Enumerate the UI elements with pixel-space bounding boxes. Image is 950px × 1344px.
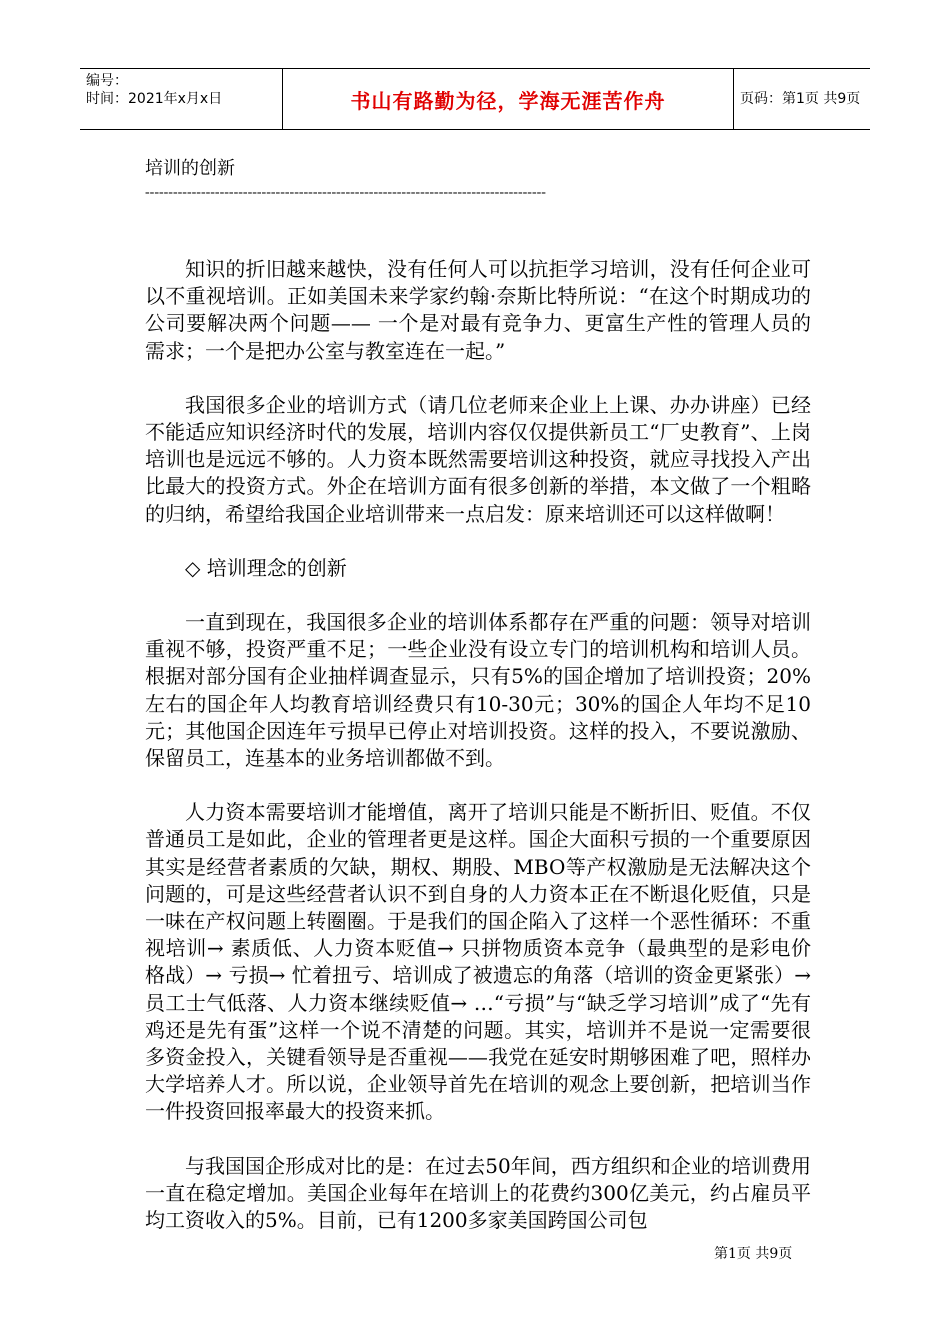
header-motto-cell [282, 69, 734, 129]
section-heading: ◇ 培训理念的创新 [185, 555, 347, 580]
body-paragraph: 与我国国企形成对比的是：在过去50年间，西方组织和企业的培训费用一直在稳定增加。美国企业每年在培训上的花费约300亿美元，约占雇员平均工资收入的5%。目前，已有1200多家美国跨国公司包 [145, 1153, 811, 1233]
body-paragraph: 知识的折旧越来越快，没有任何人可以抗拒学习培训，没有任何企业可以不重视培训。正如美国未来学家约翰·奈斯比特所说：“在这个时期成功的公司要解决两个问题—— 一个是对最有竞争力、更富生产性的管理人员的需求；一个是把办公室与教室连在一起。” [145, 257, 811, 363]
document-title: 培训的创新 [145, 158, 235, 179]
page-footer-number: 第1页 共9页 [714, 1246, 793, 1262]
header-page-cell [734, 69, 870, 129]
body-paragraph: 我国很多企业的培训方式（请几位老师来企业上上课、办办讲座）已经不能适应知识经济时代的发展，培训内容仅仅提供新员工“厂史教育”、上岗培训也是远远不够的。人力资本既然需要培训这种投资，就应寻找投入产出比最大的投资方式。外企在培训方面有很多创新的举措，本文做了一个粗略的归纳，希望给我国企业培训带来一点启发：原来培训还可以这样做啊！ [145, 392, 811, 526]
document-body [145, 256, 811, 1261]
title-divider: -------------------------------------------------------------------------------------- [145, 185, 546, 200]
document-number-label: 编号： [86, 73, 128, 89]
header-info-cell [80, 69, 282, 129]
page-header [80, 68, 870, 130]
document-time-label: 时间：2021年x月x日 [86, 91, 223, 107]
header-page-number: 页码：第1页 共9页 [740, 91, 861, 107]
body-paragraph: 人力资本需要培训才能增值，离开了培训只能是不断折旧、贬值。不仅普通员工是如此，企业的管理者更是这样。国企大面积亏损的一个重要原因其实是经营者素质的欠缺，期权、期股、MBO等产权激励是无法解决这个问题的，可是这些经营者认识不到自身的人力资本正在不断退化贬值，只是一味在产权问题上转圈圈。于是我们的国企陷入了这样一个恶性循环：不重视培训→ 素质低、人力资本贬值→ 只拼物质资本竞争（最典型的是彩电价格战）→ 亏损→ 忙着扭亏、培训成了被遗忘的角落（培训的资金更紧张）→员工士气低落、人力资本继续贬值→ …“亏损”与“缺乏学习培训”成了“先有鸡还是先有蛋”这样一个说不清楚的问题。其实，培训并不是说一定需要很多资金投入，关键看领导是否重视——我党在延安时期够困难了吧，照样办大学培养人才。所以说，企业领导首先在培训的观念上要创新，把培训当作一件投资回报率最大的投资来抓。 [145, 800, 811, 1124]
body-paragraph: 一直到现在，我国很多企业的培训体系都存在严重的问题：领导对培训重视不够，投资严重不足；一些企业没有设立专门的培训机构和培训人员。根据对部分国有企业抽样调查显示，只有5%的国企增加了培训投资；20%左右的国企年人均教育培训经费只有10-30元；30%的国企人年均不足10元；其他国企因连年亏损早已停止对培训投资。这样的投入，不要说激励、保留员工，连基本的业务培训都做不到。 [145, 610, 811, 771]
header-motto: 书山有路勤为径，学海无涯苦作舟 [350, 88, 666, 113]
